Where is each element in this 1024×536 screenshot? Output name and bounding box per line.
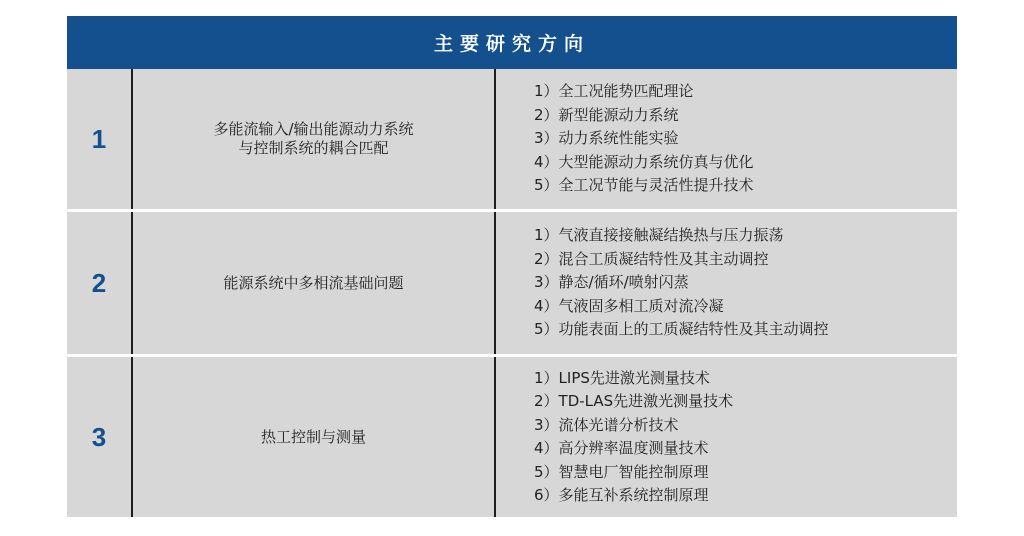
subtopic-list [496,357,957,517]
topic-line: 能源系统中多相流基础问题 [223,273,404,292]
subtopic-item: 1）气液直接接触凝结换热与压力振荡 [534,226,784,245]
research-topic [133,212,496,354]
subtopic-item: 2）TD-LAS先进激光测量技术 [534,392,734,410]
row-number: 2 [67,212,133,354]
topic-line: 与控制系统的耦合匹配 [238,139,389,157]
subtopic-item: 2）新型能源动力系统 [534,105,679,124]
row-number: 1 [67,69,133,209]
topic-line: 热工控制与测量 [260,427,366,446]
subtopic-item: 5）功能表面上的工质凝结特性及其主动调控 [534,320,829,339]
subtopic-item: 5）智慧电厂智能控制原理 [534,462,709,481]
subtopic-item: 4）大型能源动力系统仿真与优化 [534,152,754,171]
subtopic-item: 1）LIPS先进激光测量技术 [534,368,710,387]
table-row [67,69,957,209]
subtopic-item: 1）全工况能势匹配理论 [534,82,694,101]
subtopic-item: 3）静态/循环/喷射闪蒸 [534,273,689,292]
table-title: 主要研究方向 [433,33,590,55]
subtopic-list [496,212,957,354]
table-row [67,354,957,517]
row-number: 3 [67,357,133,517]
table-row [67,209,957,354]
table-header [67,16,957,69]
subtopic-item: 3）流体光谱分析技术 [534,415,679,434]
topic-line: 多能流输入/输出能源动力系统 [213,120,414,138]
research-topic [133,69,496,209]
research-topic [133,357,496,517]
subtopic-item: 6）多能互补系统控制原理 [534,486,709,504]
subtopic-item: 3）动力系统性能实验 [534,129,679,148]
research-directions-table [67,16,957,517]
subtopic-item: 4）高分辨率温度测量技术 [534,439,709,457]
subtopic-item: 2）混合工质凝结特性及其主动调控 [534,249,769,268]
subtopic-item: 5）全工况节能与灵活性提升技术 [534,176,754,195]
subtopic-list [496,69,957,209]
subtopic-item: 4）气液固多相工质对流冷凝 [534,296,724,315]
